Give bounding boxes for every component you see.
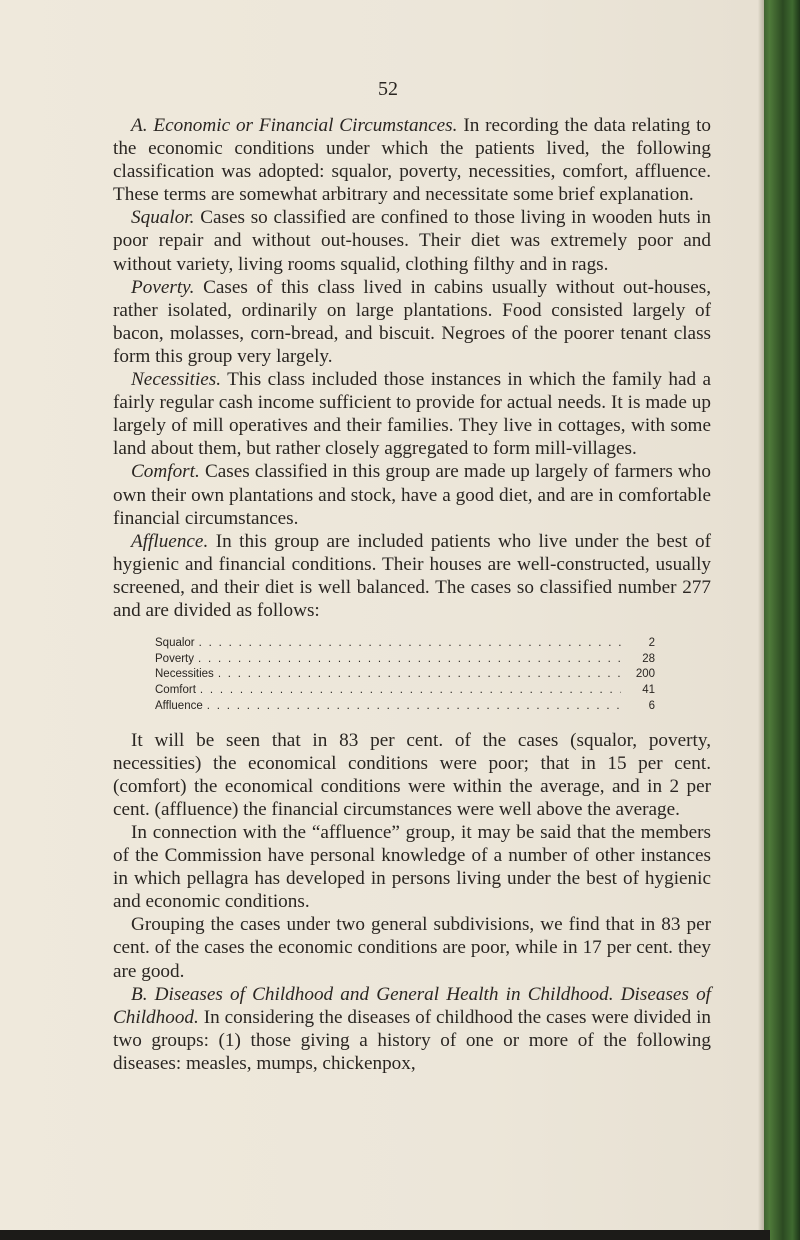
row-count: 28 — [642, 652, 655, 665]
section-a-heading: A. Economic or Financial Circumstances. — [131, 115, 458, 136]
definition-affluence — [113, 530, 711, 622]
page-body — [113, 114, 711, 1075]
row-count: 6 — [648, 699, 655, 712]
section-b-paragraph — [113, 983, 711, 1075]
definition-text: Cases so classified are confined to those living in wooden huts in poor repair and without out-houses. Their diet was extremely poor and without variety, living rooms squalid, clothing filthy and in rags. — [113, 207, 711, 275]
page-number: 52 — [378, 78, 398, 100]
row-label: Squalor — [155, 637, 195, 650]
definition-necessities — [113, 368, 711, 460]
affluence-note-paragraph: In connection with the “affluence” group, it may be said that the members of the Commission have personal knowledge of a number of other instances in which pellagra has developed in persons living under the best of hygienic and economic conditions. — [113, 821, 711, 913]
row-label: Poverty — [155, 652, 194, 665]
intro-text: In recording the data relating to the economic conditions under which the patients lived, the following classification was adopted: squalor, poverty, necessities, comfort, affluence. These terms are somewhat arbitrary and necessitate some brief explanation. — [113, 115, 711, 206]
grouping-paragraph: Grouping the cases under two general subdivisions, we find that in 83 per cent. of the cases the economic conditions are poor, while in 17 per cent. they are good. — [113, 914, 711, 982]
row-count: 41 — [642, 684, 655, 697]
book-binding-edge — [762, 0, 800, 1240]
classification-table — [155, 636, 655, 715]
table-row — [155, 699, 655, 715]
row-label: Comfort — [155, 684, 196, 697]
table-row — [155, 636, 655, 652]
row-count: 2 — [648, 637, 655, 650]
definition-text: In this group are included patients who live under the best of hygienic and financial conditions. Their houses are well-constructed, usually screened, and their diet is well balanced. — [113, 530, 712, 598]
term-necessities: Necessities. — [131, 369, 222, 391]
definition-text: Cases classified in this group are made up largely of farmers who own their own plantations and stock, have a good diet, and are in comfortable financial circumstances. — [113, 461, 711, 529]
definition-poverty — [113, 276, 711, 368]
table-row — [155, 667, 655, 683]
summary-paragraph: It will be seen that in 83 per cent. of the cases (squalor, poverty, necessities) the economical conditions were poor; that in 15 per cent. (comfort) the economical conditions were within the average, and in 2 per cent. (affluence) the financial circumstances were well above the average. — [113, 729, 711, 820]
table-row — [155, 652, 655, 668]
section-b-heading: B. Diseases of Childhood and General Health in Childhood. Diseases of Childhood. — [113, 983, 711, 1028]
dot-leader — [194, 652, 621, 668]
definition-text: Cases of this class lived in cabins usually without out-houses, rather isolated, ordinarily on large plantations. Food consisted largely of bacon, molasses, corn-bread, and biscuit. Negroes of the poorer tenant class form this group very largely. — [113, 276, 711, 367]
table-row — [155, 683, 655, 699]
table-intro: The cases so classified number 277 and are divided as follows: — [113, 576, 711, 621]
definition-squalor — [113, 206, 711, 275]
dot-leader — [196, 683, 621, 699]
row-count: 200 — [635, 668, 655, 681]
row-label: Affluence — [155, 699, 203, 712]
term-comfort: Comfort. — [131, 461, 200, 483]
intro-paragraph — [113, 114, 711, 206]
definition-comfort — [113, 460, 711, 529]
definition-text: This class included those instances in which the family had a fairly regular cash income sufficient to provide for actual needs. It is made up largely of mill operatives and their families. They live in cottages, with some land about them, but rather closely aggregated to form mill-villages. — [113, 369, 711, 460]
page-bottom-edge — [0, 1230, 770, 1240]
row-label: Necessities — [155, 668, 214, 681]
section-b-text: In considering the diseases of childhood the cases were divided in two groups: (1) those giving a history of one or more of the following diseases: measles, mumps, chickenpox, — [113, 1006, 711, 1074]
term-affluence: Affluence. — [131, 530, 209, 552]
term-squalor: Squalor. — [131, 207, 195, 229]
dot-leader — [203, 699, 621, 715]
dot-leader — [214, 667, 621, 683]
term-poverty: Poverty. — [131, 276, 195, 298]
dot-leader — [195, 636, 621, 652]
